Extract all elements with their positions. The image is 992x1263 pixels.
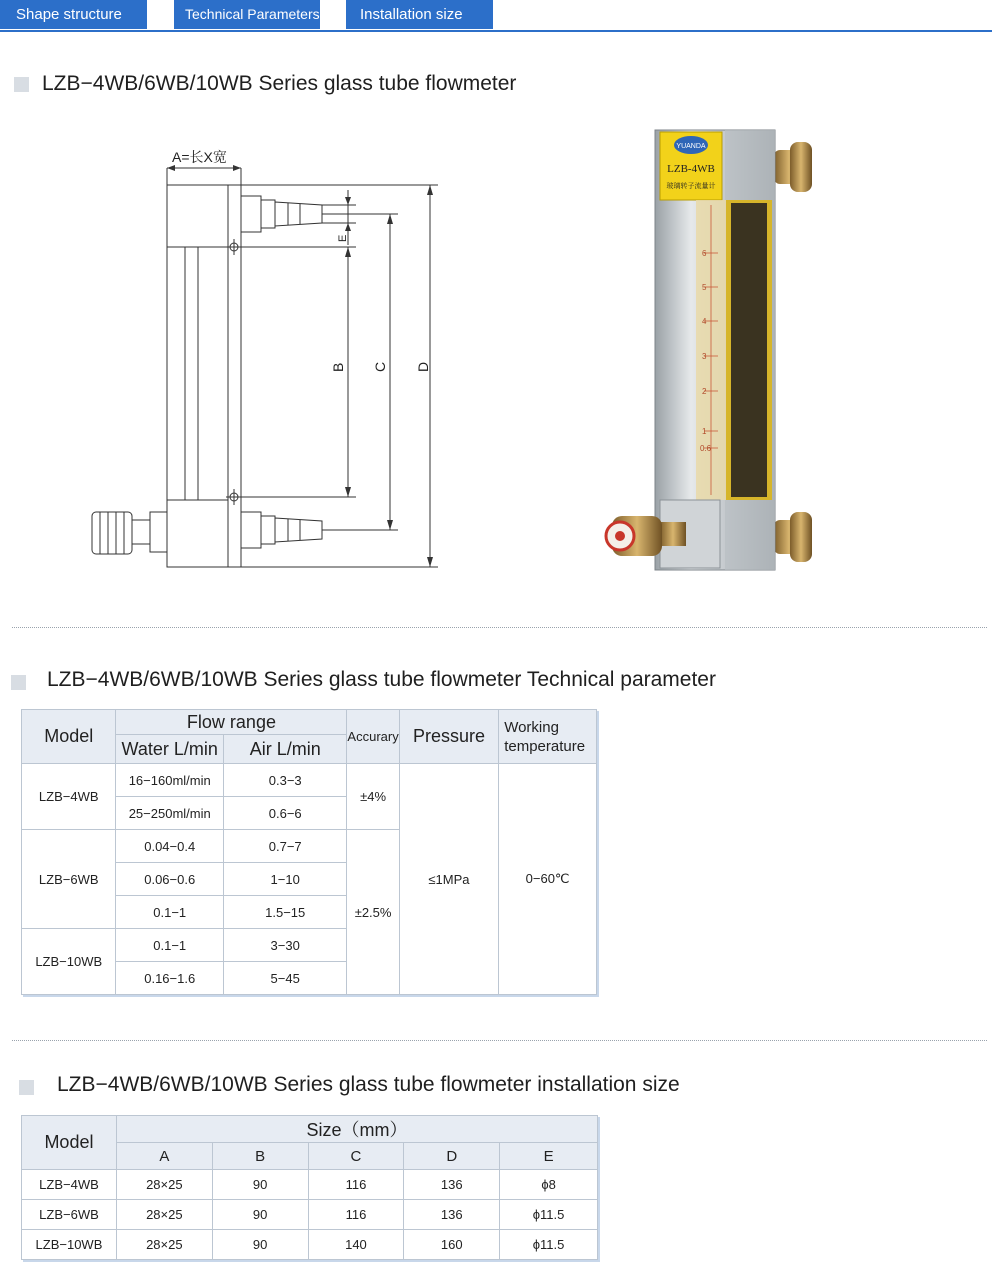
model-cell: LZB−6WB (22, 1200, 117, 1230)
water-cell: 25−250ml/min (116, 797, 224, 830)
size-cell: 116 (308, 1170, 404, 1200)
scale-1: 1 (702, 427, 707, 436)
size-cell: 28×25 (116, 1200, 212, 1230)
dim-d-label: D (415, 361, 431, 372)
photo-model: LZB-4WB (667, 163, 715, 175)
header-flow-range: Flow range (116, 710, 347, 735)
water-cell: 0.1−1 (116, 929, 224, 962)
photo-subtitle: 玻璃转子流量计 (666, 182, 716, 190)
air-cell: 0.6−6 (223, 797, 346, 830)
size-cell: 90 (212, 1170, 308, 1200)
size-cell: ϕ11.5 (500, 1200, 598, 1230)
scale-0-6: 0.6 (700, 444, 712, 453)
air-cell: 3−30 (223, 929, 346, 962)
size-cell: 136 (404, 1170, 500, 1200)
section-title-shape: LZB−4WB/6WB/10WB Series glass tube flowmeter (42, 72, 517, 95)
accuracy-cell: ±4% (347, 764, 399, 830)
water-cell: 0.1−1 (116, 896, 224, 929)
header-working-temperature (499, 710, 597, 764)
header-d: D (404, 1143, 500, 1170)
header-accuracy: Accurary (347, 710, 399, 764)
size-cell: ϕ11.5 (500, 1230, 598, 1260)
divider (12, 1040, 987, 1041)
tab-shape-structure[interactable]: Shape structure (0, 0, 147, 29)
scale-4: 4 (702, 317, 707, 326)
header-b: B (212, 1143, 308, 1170)
air-cell: 5−45 (223, 962, 346, 995)
air-cell: 1−10 (223, 863, 346, 896)
header-c: C (308, 1143, 404, 1170)
air-cell: 1.5−15 (223, 896, 346, 929)
header-pressure: Pressure (399, 710, 498, 764)
tab-bar (0, 0, 992, 30)
header-water: Water L/min (116, 735, 224, 764)
size-cell: 28×25 (116, 1170, 212, 1200)
table-row (22, 1170, 598, 1200)
water-cell: 0.16−1.6 (116, 962, 224, 995)
water-cell: 16−160ml/min (116, 764, 224, 797)
header-model: Model (22, 710, 116, 764)
header-air: Air L/min (223, 735, 346, 764)
header-working: Working (504, 718, 559, 736)
product-photo (600, 125, 820, 575)
size-cell: ϕ8 (500, 1170, 598, 1200)
air-cell: 0.3−3 (223, 764, 346, 797)
dim-c-label: C (372, 361, 388, 372)
size-cell: 116 (308, 1200, 404, 1230)
body-outline (167, 185, 241, 567)
technical-drawing (80, 140, 460, 580)
table-row (22, 1230, 598, 1260)
model-cell: LZB−4WB (22, 764, 116, 830)
air-cell: 0.7−7 (223, 830, 346, 863)
scale-2: 2 (702, 387, 707, 396)
scale-3: 3 (702, 352, 707, 361)
installation-size-table (21, 1115, 598, 1260)
brand-name: YUANDA (676, 143, 706, 150)
header-model: Model (22, 1116, 117, 1170)
size-cell: 136 (404, 1200, 500, 1230)
section-title-installation: LZB−4WB/6WB/10WB Series glass tube flowmeter installation size (57, 1073, 680, 1096)
header-size: Size（mm） (116, 1116, 597, 1143)
model-cell: LZB−6WB (22, 830, 116, 929)
scale-6: 6 (702, 249, 707, 258)
dim-b-label: B (330, 362, 346, 372)
tab-installation-size[interactable]: Installation size (346, 0, 493, 29)
table-row (22, 1200, 598, 1230)
header-a: A (116, 1143, 212, 1170)
size-cell: 160 (404, 1230, 500, 1260)
section-title-technical: LZB−4WB/6WB/10WB Series glass tube flowmeter Technical parameter (47, 668, 716, 691)
size-cell: 140 (308, 1230, 404, 1260)
section-bullet-icon (11, 675, 26, 690)
section-bullet-icon (14, 77, 29, 92)
size-cell: 90 (212, 1200, 308, 1230)
temperature-cell: 0−60℃ (499, 764, 597, 995)
water-cell: 0.04−0.4 (116, 830, 224, 863)
model-cell: LZB−10WB (22, 929, 116, 995)
size-cell: 28×25 (116, 1230, 212, 1260)
model-cell: LZB−4WB (22, 1170, 117, 1200)
size-cell: 90 (212, 1230, 308, 1260)
model-cell: LZB−10WB (22, 1230, 117, 1260)
technical-parameter-table (21, 709, 597, 995)
dim-a-label: A=长X宽 (172, 149, 227, 165)
dim-e-label: E (337, 234, 349, 242)
scale-5: 5 (702, 283, 707, 292)
water-cell: 0.06−0.6 (116, 863, 224, 896)
pressure-cell: ≤1MPa (399, 764, 498, 995)
section-bullet-icon (19, 1080, 34, 1095)
accuracy-cell: ±2.5% (347, 830, 399, 995)
tab-underline (0, 30, 992, 32)
header-temperature: temperature (504, 737, 586, 755)
header-e: E (500, 1143, 598, 1170)
divider (12, 627, 987, 628)
tab-technical-parameters[interactable]: Technical Parameters (174, 0, 320, 29)
